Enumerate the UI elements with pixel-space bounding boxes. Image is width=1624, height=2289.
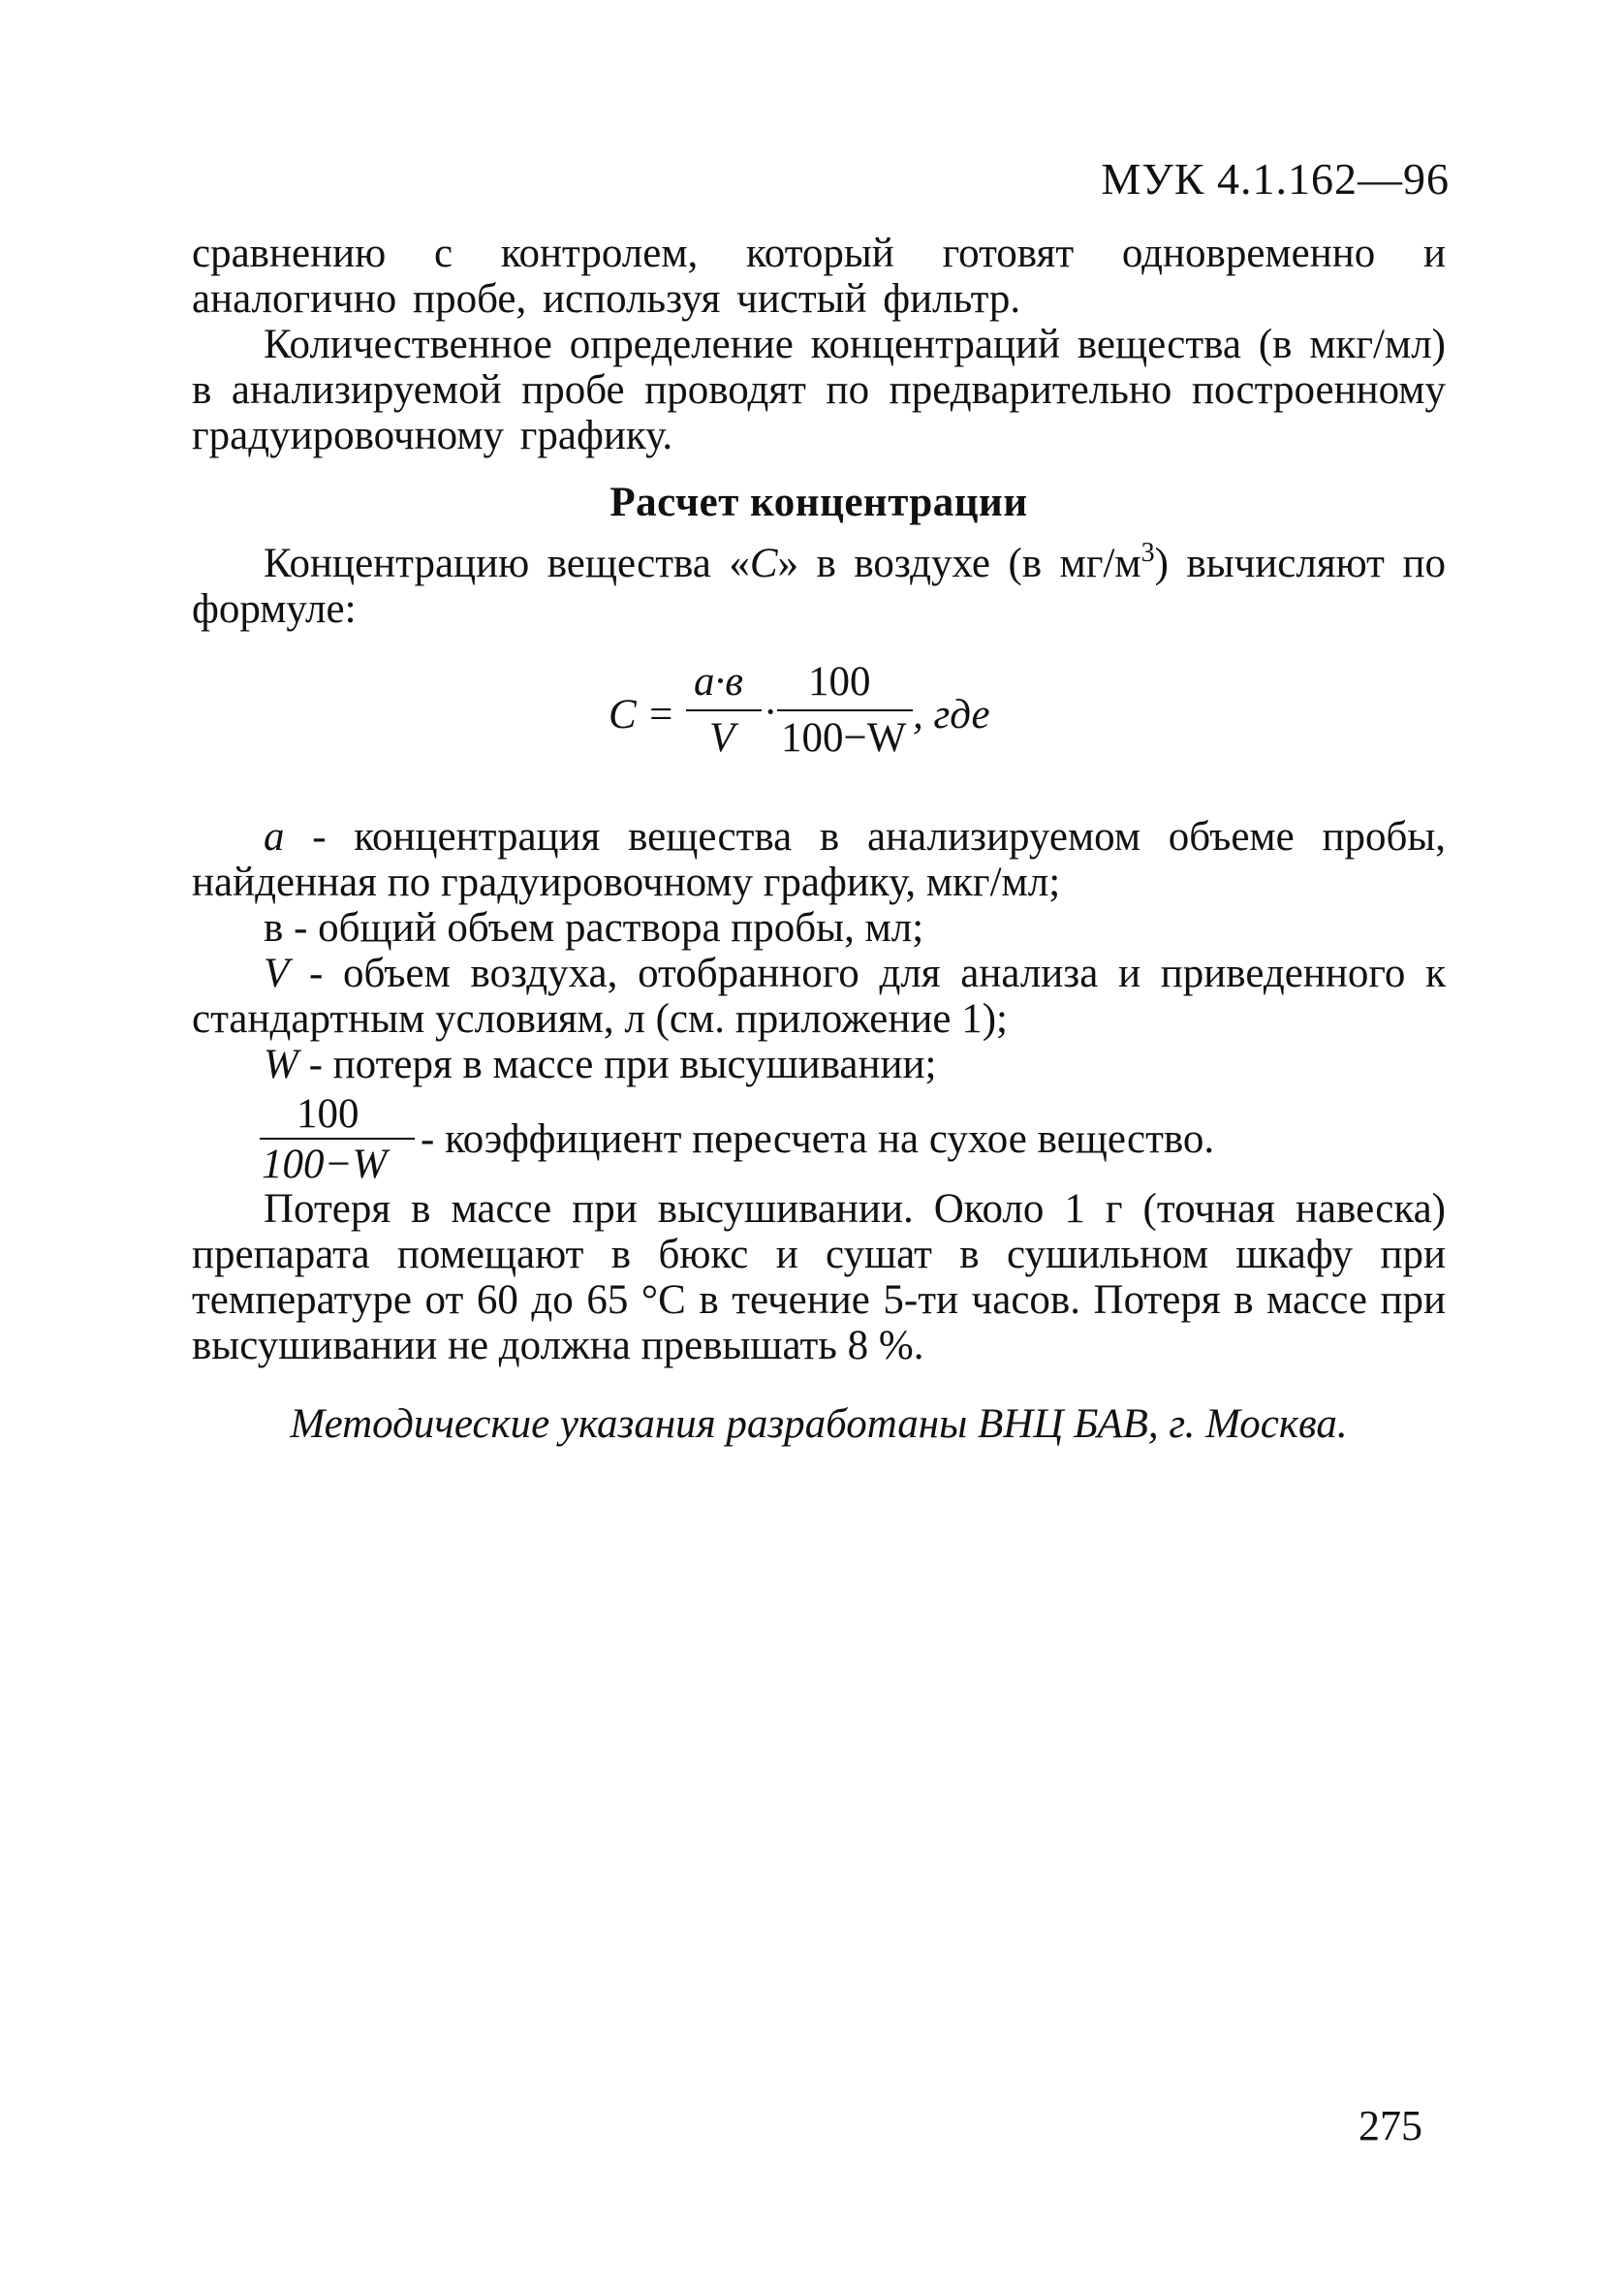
paragraph-drying: Потеря в массе при высушивании. Около 1 г (точная навеска) препарата помещают в бюкс и сушат в сушильном шкафу при температуре от 60 до 65 °С в течение 5-ти часов. Потеря в массе при высушивании не должна превышать 8 %. — [192, 1186, 1446, 1368]
closing-note: Методические указания разработаны ВНЦ БАВ, г. Москва. — [290, 1401, 1348, 1447]
definition-text: - концентрация вещества в анализируемом объеме пробы, найденная по градуировочному графику, мкг/мл; — [192, 814, 1446, 905]
formula-num2: 100 — [808, 659, 871, 705]
paragraph-formula-intro — [192, 538, 1447, 632]
formula-fraction-bar-2 — [777, 709, 913, 711]
formula-tail: , где — [913, 692, 990, 737]
coefficient-fraction-bar — [260, 1138, 415, 1140]
intro-var-c: С — [749, 541, 778, 586]
paragraph-continuation: сравнению с контролем, который готовят одновременно и аналогично пробе, используя чистый фильтр. — [192, 231, 1446, 322]
definition-v-lower — [192, 905, 1446, 951]
concentration-formula — [192, 651, 1446, 775]
definition-text: - общий объем раствора пробы, мл; — [283, 905, 924, 951]
formula-num1: а·в — [694, 659, 743, 705]
coefficient-text: - коэффициент пересчета на сухое вещество. — [421, 1116, 1215, 1162]
definition-symbol: W — [264, 1042, 298, 1087]
main-content — [192, 231, 1446, 1447]
intro-text-1: Концентрацию вещества « — [264, 541, 750, 586]
page-number: 275 — [1359, 2102, 1422, 2149]
intro-text-2: » в воздухе (в мг/м — [777, 541, 1141, 586]
definition-symbol: в — [264, 905, 284, 951]
intro-superscript: 3 — [1140, 538, 1155, 568]
intro-text-3: ) вычисляют по формуле: — [192, 541, 1447, 632]
definition-v-upper — [192, 951, 1446, 1042]
coefficient-den: 100−W — [262, 1142, 388, 1187]
formula-den2: 100−W — [781, 715, 907, 761]
formula-fraction-bar-1 — [686, 709, 762, 711]
definition-text: - объем воздуха, отобранного для анализа и приведенного к стандартным условиям, л (см. приложение 1); — [192, 951, 1446, 1042]
definition-symbol: а — [264, 814, 285, 860]
variable-definitions — [192, 814, 1446, 1087]
section-title: Расчет концентрации — [609, 480, 1028, 525]
definition-symbol: V — [264, 951, 290, 996]
definition-text: - потеря в массе при высушивании; — [297, 1042, 937, 1087]
coefficient-num: 100 — [297, 1091, 359, 1137]
coefficient-line — [192, 1087, 1446, 1187]
formula-lhs: С = — [609, 692, 675, 737]
document-code: МУК 4.1.162—96 — [1101, 154, 1450, 204]
definition-w — [192, 1042, 1446, 1087]
paragraph-quantitative: Количественное определение концентраций вещества (в мкг/мл) в анализируемой пробе проводят по предварительно построенному градуировочному графику. — [192, 322, 1446, 458]
formula-dot: · — [764, 690, 778, 736]
definition-a — [192, 814, 1446, 905]
formula-den1: V — [709, 715, 735, 761]
